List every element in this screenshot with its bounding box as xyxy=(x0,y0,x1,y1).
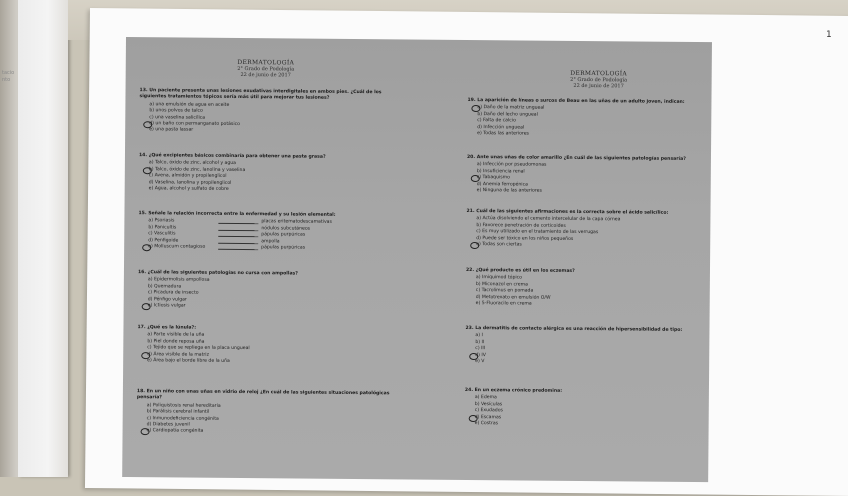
option-text: c) una vaselina salicílica xyxy=(149,114,206,121)
option-text: a) Epidermolisis ampollosa xyxy=(147,277,210,284)
question xyxy=(465,388,705,430)
question xyxy=(137,389,402,437)
question xyxy=(466,209,706,251)
option-text: b) II xyxy=(475,339,485,345)
pair-disease: c) Vasculitis xyxy=(148,231,176,237)
question xyxy=(465,326,705,368)
pair-dash xyxy=(218,238,258,243)
pair-disease: e) Molluscum contagioso xyxy=(148,244,206,250)
option-text: a) I xyxy=(475,333,483,339)
option-text: d) Escamas xyxy=(474,414,502,420)
question-stem: 24. En un eczema crónico predomina: xyxy=(464,387,563,394)
question-stem: 17. ¿Qué es la lúnula?: xyxy=(137,325,197,331)
option-text: d) Infección ungueal xyxy=(477,124,525,131)
option-text: a) Poliquistosis renal hereditaria xyxy=(146,403,221,409)
option-text: d) Puede ser tóxico en los niños pequeños xyxy=(476,235,574,242)
answer-mark-circle xyxy=(142,244,151,251)
option-text: a) Edema xyxy=(474,395,497,401)
option-text: e) Ninguna de las anteriores xyxy=(476,188,542,194)
answer-option xyxy=(465,421,705,430)
option-text: b) Vesículas xyxy=(474,401,503,408)
option-text: e) V xyxy=(475,359,485,365)
option-text: e) Todas las anteriores xyxy=(477,131,529,137)
option-text: c) Tacrolimus en pomada xyxy=(475,288,534,294)
option-text: c) Tejido que se repliega en la placa ungueal xyxy=(147,345,250,352)
option-text: a) una emulsión de agua en aceite xyxy=(149,102,230,108)
option-text: e) 5-Fluoracilo en crema xyxy=(475,301,532,307)
answer-option xyxy=(137,358,402,367)
pair-lesion: placas eritematodescamativas xyxy=(261,219,332,226)
option-text: d) Pénfigo vulgar xyxy=(147,296,187,303)
option-text: d) Metotrexato en emulsión O/W xyxy=(475,294,551,301)
option-text: c) Exudados xyxy=(474,408,503,414)
question xyxy=(138,211,403,253)
background-left xyxy=(0,0,20,477)
pair-lesion: pápulas purpúricas xyxy=(261,232,306,238)
option-text: d) IV xyxy=(475,352,486,358)
option-text: c) III xyxy=(475,346,486,352)
question xyxy=(467,98,707,140)
answer-option xyxy=(139,186,404,195)
option-text: b) Daño del lecho ungueal xyxy=(477,111,538,118)
pair-lesion: nódulos subcutáneos xyxy=(261,226,311,232)
paper-strip xyxy=(18,0,68,477)
option-text: c) Es muy utilizado en el tratamiento de las verrugas xyxy=(476,229,599,236)
option-text: a) Parte visible de la uña xyxy=(147,332,205,339)
question-stem: 18. En un niño con unas uñas en vidrio de reloj ¿En cuál de las siguientes situaciones patológicas pensaría? xyxy=(136,389,390,401)
option-text: d) Área visible de la matriz xyxy=(147,351,210,358)
option-text: a) Infección por pseudomonas xyxy=(476,162,547,169)
answer-option xyxy=(467,188,707,197)
answer-option xyxy=(467,131,707,140)
answer-option xyxy=(138,244,403,253)
option-text: b) unos polvos de talco xyxy=(149,108,203,114)
option-text: b) Piel donde reposa uña xyxy=(147,339,205,345)
answer-option xyxy=(466,301,706,310)
question-stem: 21. Cuál de las siguientes afirmaciones es la correcta sobre el ácido salicílico: xyxy=(466,208,669,216)
question xyxy=(467,155,707,197)
option-text: e) Cardiopatía congénita xyxy=(146,428,204,435)
answer-option xyxy=(139,128,404,137)
question-stem: 15. Señale la relación incorrecta entre la enfermedad y su lesión elemental: xyxy=(138,211,336,218)
option-text: d) Vaselina, lanolina y propilenglicol xyxy=(148,179,232,186)
answer-option xyxy=(137,429,402,438)
option-text: d) Diabetes juvenil xyxy=(146,422,190,428)
option-text: b) Parálisis cerebral infantil xyxy=(146,409,210,415)
pair-lesion: ampolla xyxy=(261,238,280,244)
side-text: tacio nto xyxy=(2,70,15,83)
answer-mark-circle xyxy=(141,429,150,436)
option-text: a) Imiquimod tópico xyxy=(475,275,523,281)
question xyxy=(139,153,404,195)
right-header: DERMATOLOGÍA 2° Grado de Podología 22 de junio de 2017 xyxy=(570,69,628,90)
pair-disease: b) Panicultis xyxy=(148,225,177,231)
pair-dash xyxy=(218,219,258,224)
pair-dash xyxy=(218,232,258,237)
left-header: DERMATOLOGÍA 2° Grado de Podología 22 de junio de 2017 xyxy=(237,58,295,79)
pair-row xyxy=(148,244,403,253)
option-text: a) Actúa disolviendo el cemento intercelular de la capa córnea xyxy=(476,216,621,223)
answer-mark-circle xyxy=(470,242,479,249)
answer-option xyxy=(466,242,706,251)
option-text: b) Quemadura xyxy=(147,284,182,290)
answer-mark-circle xyxy=(142,303,151,310)
option-text: b) Talco, óxido de zinc, lanolina y vaselina xyxy=(148,167,246,173)
option-text: e) una pasta lassar xyxy=(149,127,194,134)
option-text: b) Miconazol en crema xyxy=(475,281,528,288)
option-text: a) Talco, óxido de zinc, alcohol y agua xyxy=(148,160,237,167)
answer-option xyxy=(465,359,705,368)
pair-dash xyxy=(218,226,258,231)
question-stem: 13. Un paciente presenta unas lesiones exudativas interdigitales en ambos pies. ¿Cuál de los siguientes tratamientos tópicos sería más útil para mejorar tus lesiones? xyxy=(139,88,382,102)
option-text: e) Agua, alcohol y sulfato de cobre xyxy=(148,186,229,192)
question-stem: 22. ¿Qué producto es útil en los eczemas? xyxy=(465,267,575,274)
pair-disease: a) Psoriasis xyxy=(148,218,175,224)
option-text: a) Daño de la matriz ungueal xyxy=(477,105,545,112)
question xyxy=(137,325,402,367)
option-text: b) Insuficiencia renal xyxy=(476,168,525,175)
option-text: e) Costras xyxy=(474,421,499,427)
option-text: e) Área bajo el borde libre de la uña xyxy=(147,358,230,364)
question-stem: 19. La aparición de líneas o surcos de Beau en las uñas de un adulto joven, indican: xyxy=(467,97,685,105)
pair-dash xyxy=(218,245,258,250)
option-text: c) Falta de calcio xyxy=(477,118,516,124)
option-text: e) Ictiosis vulgar xyxy=(147,303,186,309)
question-stem: 20. Ante unas uñas de color amarillo ¿En cuál de las siguientes patologías pensaría? xyxy=(466,154,686,162)
question-stem: 16. ¿Cuál de las siguientes patologías no cursa con ampollas? xyxy=(137,270,298,277)
option-text: c) Tabaquismo xyxy=(476,175,510,181)
page-number: 1 xyxy=(826,30,832,40)
exam-page xyxy=(122,37,712,482)
question-stem: 23. La dermatitis de contacto alérgica es una reacción de hipersensibilidad de tipo: xyxy=(465,325,683,333)
option-text: e) Todas son ciertas xyxy=(476,242,522,248)
answer-option xyxy=(138,303,403,312)
pair-lesion: pápulas purpúricas xyxy=(261,245,306,251)
option-text: c) Avena, almidón y propilenglicol xyxy=(148,173,227,180)
question xyxy=(139,88,404,136)
option-text: d) Anemia ferropénica xyxy=(476,181,528,188)
option-text: c) Inmunodeficiencia congénita xyxy=(146,415,219,422)
pair-disease: d) Penfigoide xyxy=(148,237,179,244)
question xyxy=(138,270,403,312)
option-text: b) Favorece penetración de corticoides xyxy=(476,222,566,229)
question xyxy=(466,268,706,310)
question-stem: 14. ¿Qué excipientes básicos combinaría para obtener una pasta grasa? xyxy=(138,153,326,160)
option-text: d) un baño con permanganato potásico xyxy=(149,121,240,128)
option-text: c) Picadura de insecto xyxy=(147,290,199,296)
